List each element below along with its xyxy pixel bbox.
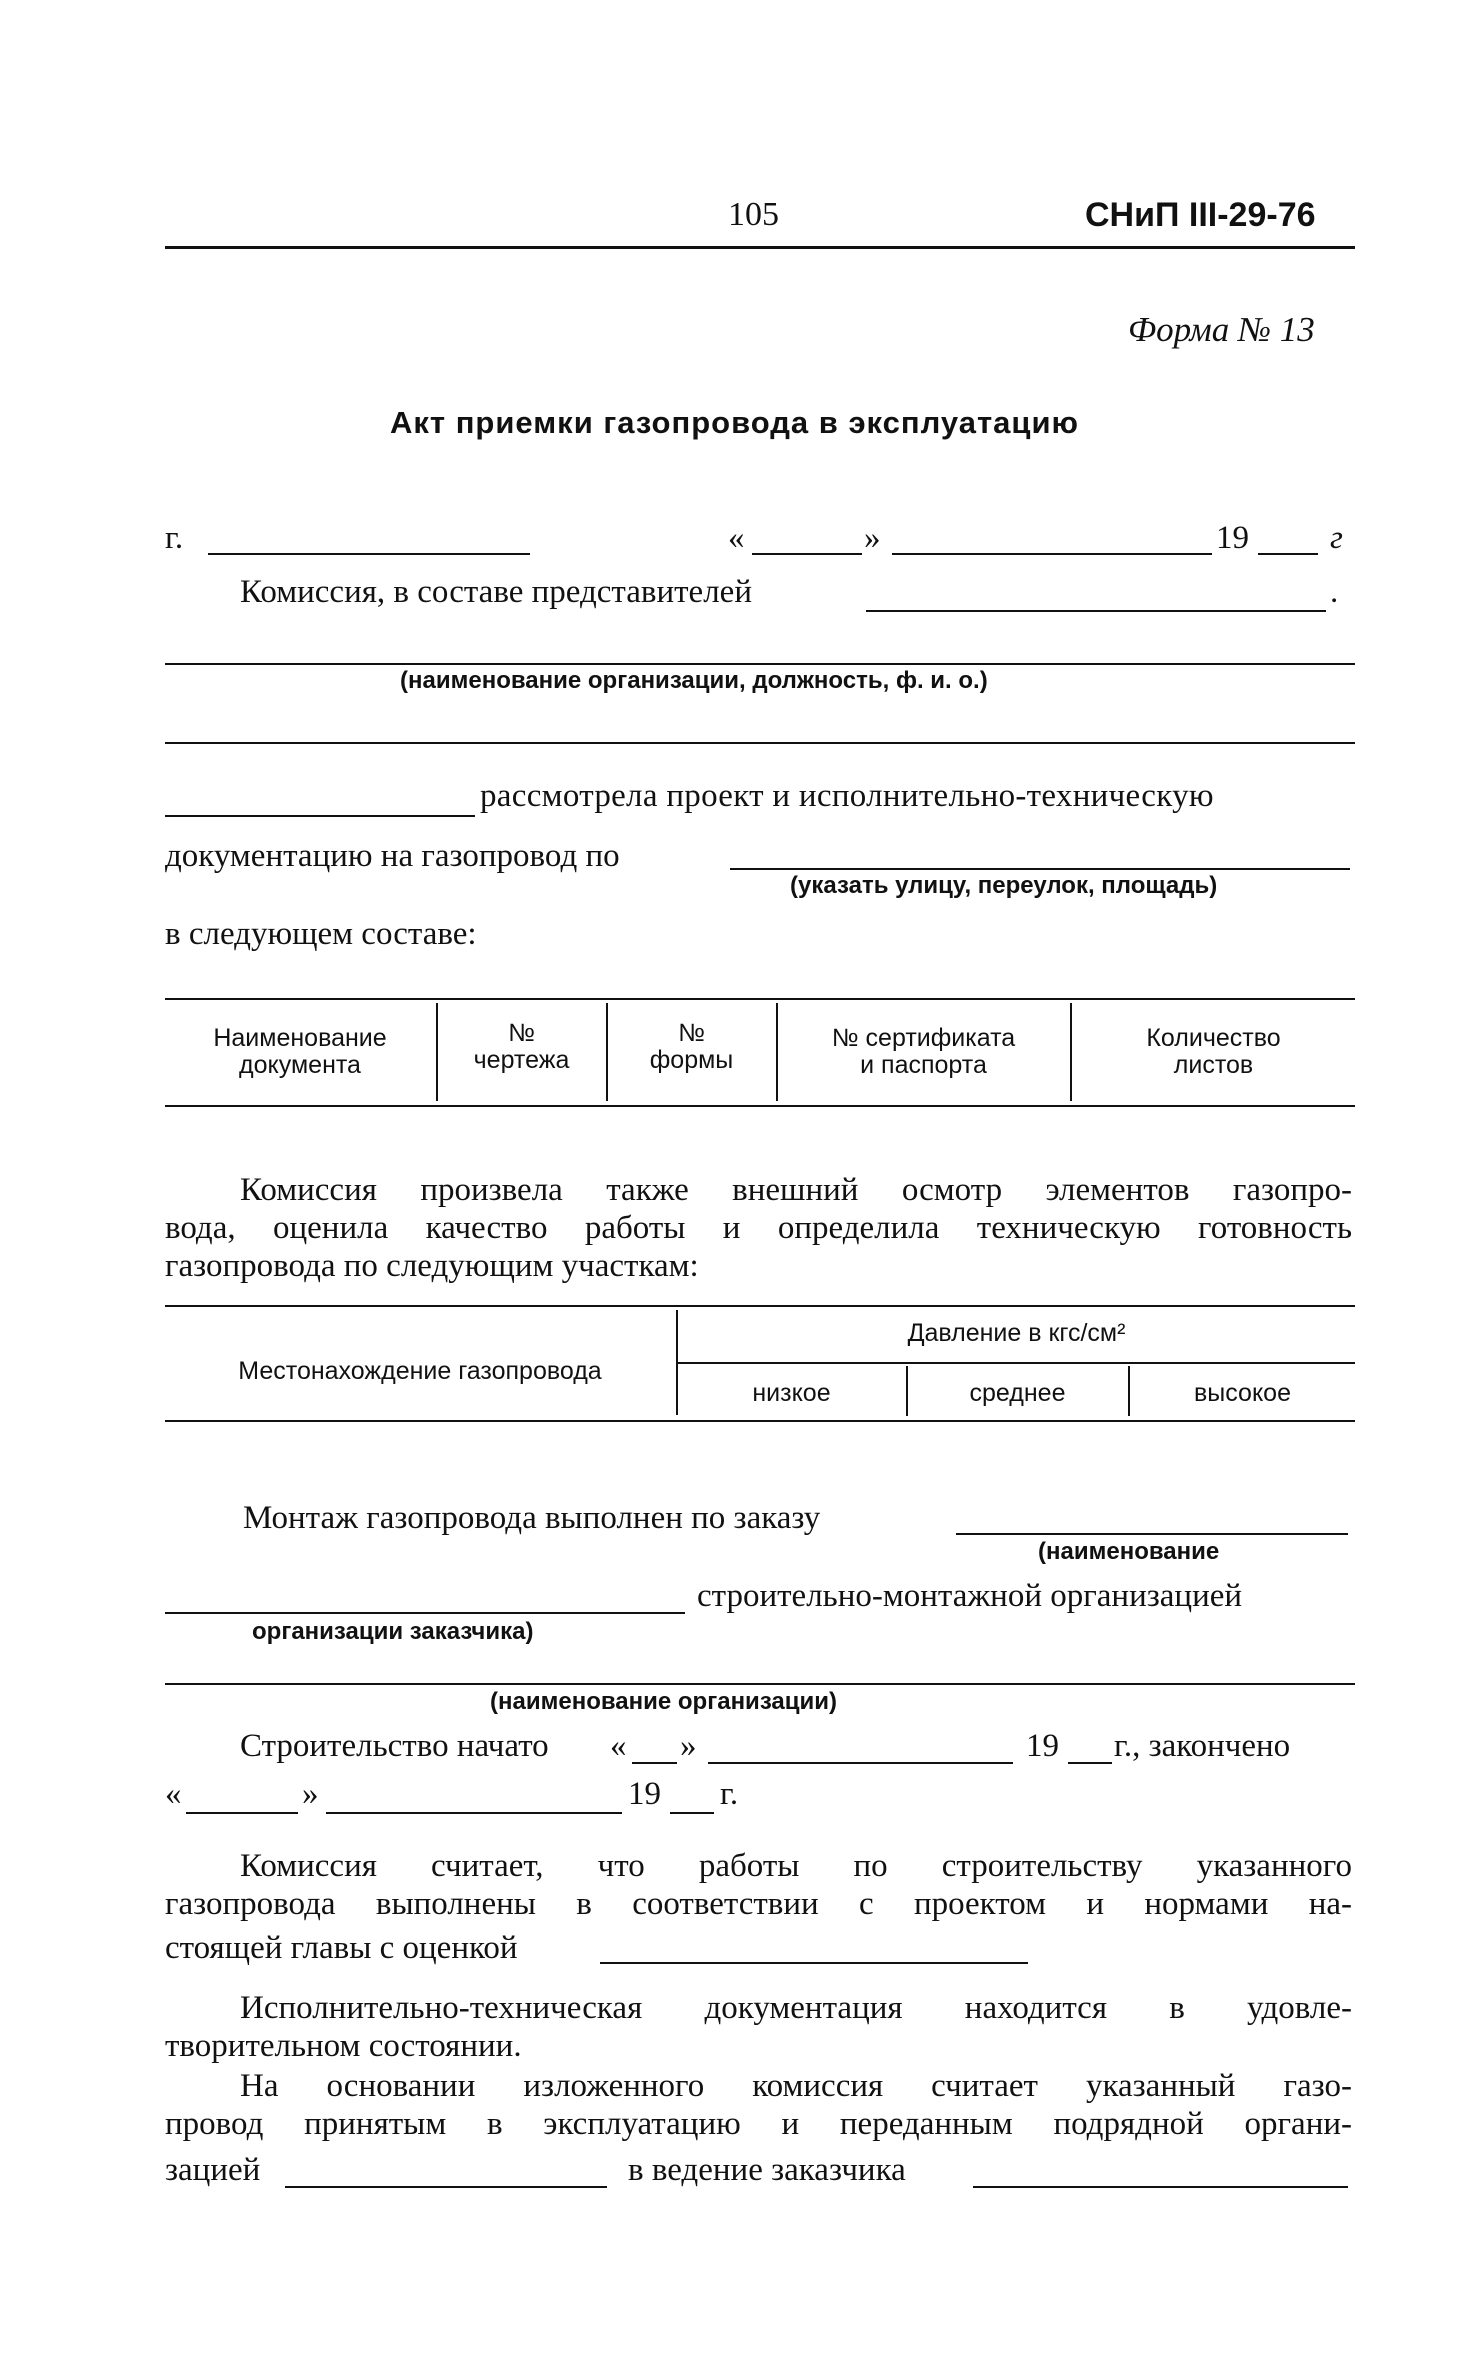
table1-header-sheets [1072, 1025, 1355, 1079]
table2-top-rule [165, 1305, 1355, 1307]
year-prefix: 19 [1216, 520, 1249, 556]
start-quote-open: « [610, 1728, 627, 1764]
table1-header-drawing [438, 1020, 605, 1074]
caption-naming: (наименование [1038, 1538, 1220, 1565]
reviewed-text: рассмотрела проект и исполнительно-техническую [480, 778, 1214, 814]
caption-org: (наименование организации, должность, ф. и. о.) [400, 667, 988, 694]
grade-text: стоящей главы с оценкой [165, 1930, 518, 1966]
street-field[interactable] [730, 868, 1350, 870]
org-field-line[interactable] [165, 663, 1355, 665]
commission-org-field[interactable] [165, 815, 475, 817]
caption-org2: (наименование организации) [490, 1688, 838, 1715]
montage-text: Монтаж газопровода выполнен по заказу [243, 1500, 821, 1536]
quote-close: » [864, 520, 881, 556]
table2-sub-rule [678, 1362, 1355, 1364]
grade-field[interactable] [600, 1962, 1028, 1964]
table2-location-header-text: Местонахождение газопровода [238, 1357, 602, 1385]
customer-field-2[interactable] [165, 1612, 685, 1614]
table2-bottom-rule [165, 1420, 1355, 1422]
table1-header-certificate [778, 1025, 1069, 1079]
city-field[interactable] [208, 553, 530, 555]
document-title: Акт приемки газопровода в эксплуатацию [390, 405, 1079, 440]
start-quote-close: » [680, 1728, 697, 1764]
customer-final-field[interactable] [973, 2186, 1348, 2188]
documentation-text: документацию на газопровод по [165, 838, 620, 874]
end-day-field[interactable] [186, 1812, 298, 1814]
start-year-field[interactable] [1068, 1762, 1112, 1764]
table2-low-text: низкое [752, 1379, 831, 1407]
table1-header-form-text: № формы [649, 1019, 734, 1074]
month-field[interactable] [892, 553, 1212, 555]
docs-line-2: творительном состоянии. [165, 2028, 522, 2064]
table1-bottom-rule [165, 1105, 1355, 1107]
page-number: 105 [728, 196, 779, 233]
following-text: в следующем составе: [165, 916, 477, 952]
start-month-field[interactable] [708, 1762, 1013, 1764]
start-day-field[interactable] [632, 1762, 677, 1764]
form-label: Форма № 13 [1128, 310, 1315, 349]
table2-pressure-header [678, 1320, 1355, 1347]
end-quote-close: » [302, 1776, 319, 1812]
construction-org-text: строительно-монтажной организацией [697, 1578, 1243, 1614]
document-code: СНиП III-29-76 [1085, 196, 1316, 234]
conclusion-line-2: газопровода выполнены в соответствии с проектом и нормами на- [165, 1886, 1352, 1922]
table1-header-name-text: Наименование документа [213, 1024, 387, 1079]
table1-header-name [165, 1025, 435, 1079]
caption-street: (указать улицу, переулок, площадь) [790, 872, 1218, 899]
table1-top-rule [165, 998, 1355, 1000]
table2-medium-text: среднее [969, 1379, 1066, 1407]
end-quote-open: « [165, 1776, 182, 1812]
year-field[interactable] [1258, 553, 1318, 555]
table2-high-text: высокое [1194, 1379, 1291, 1407]
table2-low [678, 1380, 905, 1407]
table2-high [1130, 1380, 1355, 1407]
docs-line-1: Исполнительно-техническая документация находится в удовле- [240, 1990, 1352, 2026]
inspection-line-1: Комиссия произвела также внешний осмотр элементов газопро- [240, 1172, 1352, 1208]
table2-pressure-header-text: Давление в кгс/см² [907, 1319, 1126, 1347]
caption-customer: организации заказчика) [252, 1618, 534, 1645]
construction-started-text: Строительство начато [240, 1728, 549, 1764]
accept-line-1: На основании изложенного комиссия считает указанный газо- [240, 2068, 1352, 2104]
accept-line-2: провод принятым в эксплуатацию и переданным подрядной органи- [165, 2106, 1352, 2142]
inspection-line-3: газопровода по следующим участкам: [165, 1248, 699, 1284]
inspection-line-2: вода, оценила качество работы и определила техническую готовность [165, 1210, 1352, 1246]
year-suffix: г [1330, 520, 1343, 556]
org-field-line-2[interactable] [165, 742, 1355, 744]
start-year-prefix: 19 [1026, 1728, 1059, 1764]
table2-location-header [165, 1358, 675, 1385]
table1-header-certificate-text: № сертификата и паспорта [831, 1024, 1016, 1079]
quote-open: « [728, 520, 745, 556]
final-part-1: зацией [165, 2152, 261, 2188]
header-rule [165, 246, 1355, 249]
city-prefix: г. [165, 520, 184, 556]
commission-label: Комиссия, в составе представителей [240, 574, 752, 610]
conclusion-line-1: Комиссия считает, что работы по строительству указанного [240, 1848, 1352, 1884]
day-field[interactable] [752, 553, 862, 555]
commission-field[interactable] [866, 610, 1326, 612]
contractor-field[interactable] [285, 2186, 607, 2188]
final-part-2: в ведение заказчика [628, 2152, 906, 2188]
end-year-field[interactable] [670, 1812, 714, 1814]
customer-field[interactable] [956, 1533, 1348, 1535]
end-month-field[interactable] [326, 1812, 622, 1814]
construction-org-field[interactable] [165, 1683, 1355, 1685]
table1-header-drawing-text: № чертежа [473, 1019, 570, 1074]
table2-medium [908, 1380, 1127, 1407]
commission-end: . [1330, 574, 1339, 610]
start-suffix: г., закончено [1114, 1728, 1291, 1764]
table1-header-sheets-text: Количество листов [1146, 1024, 1281, 1079]
end-suffix: г. [720, 1776, 739, 1812]
table1-header-form [608, 1020, 775, 1074]
end-year-prefix: 19 [628, 1776, 661, 1812]
